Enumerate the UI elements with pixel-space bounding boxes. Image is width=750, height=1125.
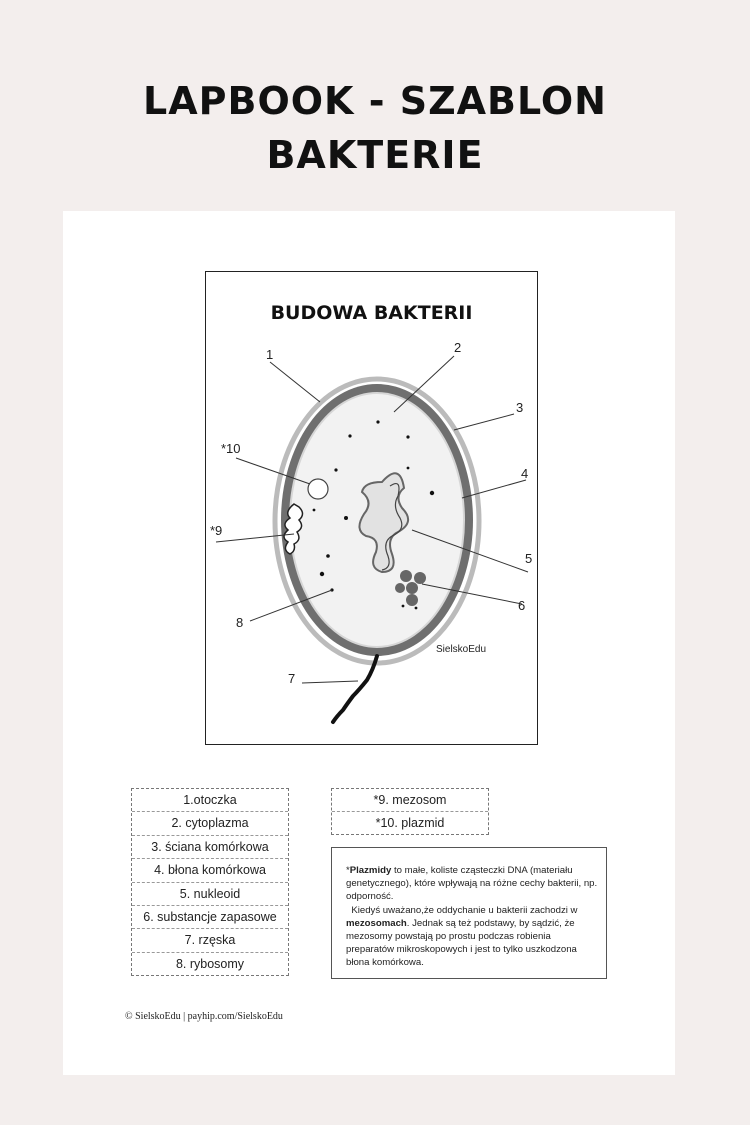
ribosome [406,435,409,438]
ribosome [326,554,330,558]
note-text: . Jednak są też podstawy, by sądzić, że mezosomy powstają po prostu podczas robienia preparatów mikroskopowych i jest to tylko uszkodzona błona komórkowa. [346,917,577,969]
ribosome [348,434,351,437]
page-title-line1: LAPBOOK - SZABLON [143,79,607,123]
legend-item: 4. błona komórkowa [132,859,288,882]
diagram-label-10: *10 [221,441,241,456]
leader-line-7 [302,681,358,683]
legend-item: 2. cytoplazma [132,812,288,835]
diagram-title: BUDOWA BAKTERII [270,302,473,324]
ribosome [313,509,316,512]
note-term-mesosomes: mezosomach [346,917,407,929]
note-text: to małe, koliste cząsteczki DNA (materiału genetycznego), które wpływają na różne cechy bakterii, np. odporność. [346,865,598,903]
ribosome [320,572,324,576]
leader-line-4 [462,480,526,498]
legend-item: 6. substancje zapasowe [132,906,288,929]
ribosome [334,468,337,471]
note-paragraph-plasmids [346,864,598,904]
legend-item: 7. rzęska [132,929,288,952]
footer-credit: © SielskoEdu | payhip.com/SielskoEdu [125,1011,283,1022]
legend-extra [331,788,489,835]
ribosome [407,467,410,470]
page-title-line2: BAKTERIE [266,133,484,177]
diagram-label-6: 6 [518,598,526,613]
legend-item: *10. plazmid [375,816,445,830]
note-paragraph-mesosomes [346,904,598,970]
leader-line-1 [270,362,320,402]
note-term-plasmids: Plazmidy [349,865,392,876]
leader-line-3 [454,414,514,430]
ribosome [415,607,418,610]
legend-item: 8. rybosomy [175,956,245,971]
diagram-frame [205,271,538,745]
flagellum [333,656,377,722]
diagram-label-7: 7 [288,671,296,686]
diagram-brand: SielskoEdu [436,644,487,655]
diagram-label-3: 3 [516,400,524,415]
storage-granule [395,583,405,593]
legend-item: 3. ściana komórkowa [132,836,288,859]
plasmid [308,479,328,499]
diagram-label-8: 8 [236,615,244,630]
ribosome [376,420,379,423]
legend-item: *9. mezosom [332,789,488,812]
info-note [331,847,607,979]
note-text: Kiedyś uważano,że oddychanie u bakterii zachodzi w [351,904,578,916]
diagram-label-4: 4 [521,466,529,481]
diagram-label-2: 2 [454,340,462,355]
diagram-label-9: *9 [210,523,223,538]
storage-granule [400,570,412,582]
diagram-label-5: 5 [525,551,533,566]
bacteria-diagram [206,272,539,746]
legend-item: 1.otoczka [132,789,288,812]
worksheet [63,211,675,1075]
legend-item: 5. nukleoid [132,883,288,906]
note-star: * [346,865,350,876]
diagram-label-1: 1 [266,347,274,362]
storage-granule [406,582,418,594]
ribosome [402,605,405,608]
storage-granule [406,594,418,606]
storage-granule [414,572,426,584]
legend-main [131,788,289,976]
ribosome [344,516,348,520]
ribosome [430,491,434,495]
